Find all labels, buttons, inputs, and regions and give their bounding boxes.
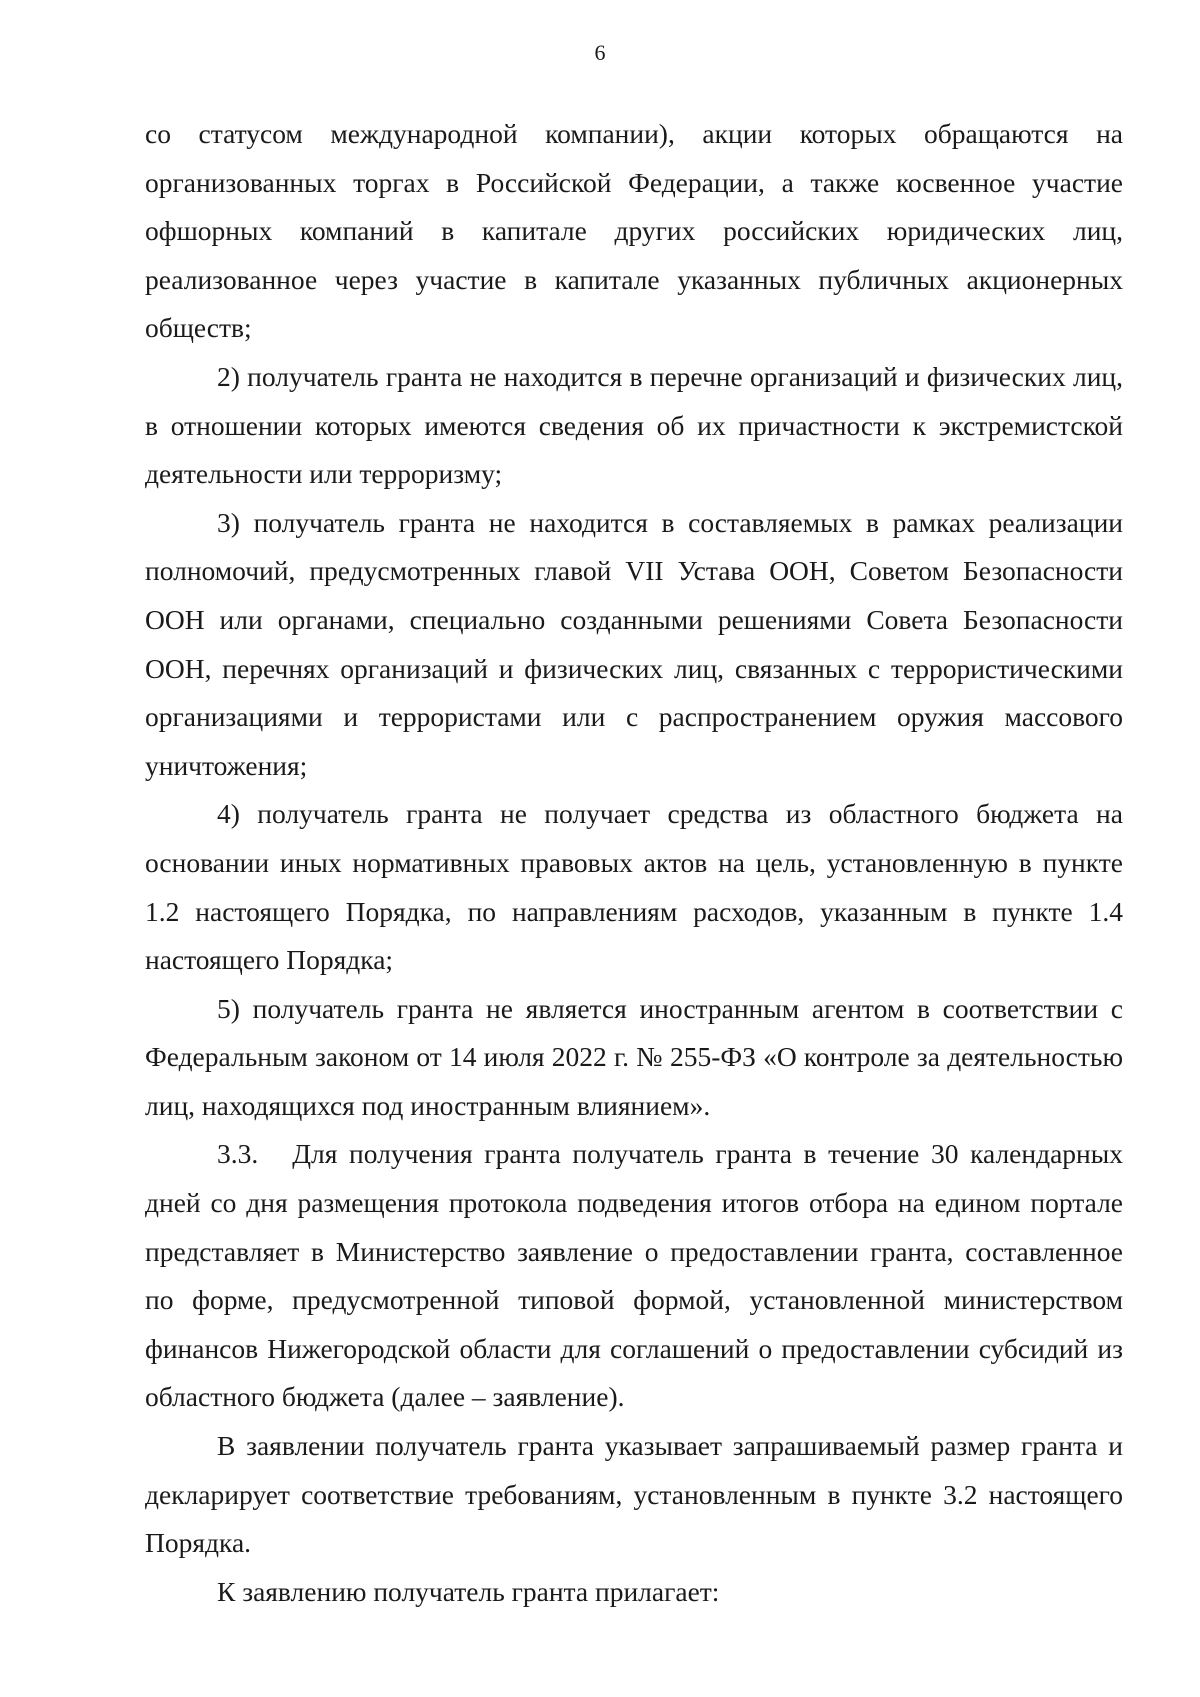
document-body bbox=[145, 110, 1123, 1616]
page-number: 6 bbox=[594, 40, 606, 65]
paragraph-application-content: В заявлении получатель гранта указывает запрашиваемый размер гранта и декларирует соответствие требованиям, установленным в пункте 3.2 настоящего Порядка. bbox=[145, 1430, 1123, 1559]
clause-text: Для получения гранта получатель гранта в течение 30 календарных дней со дня размещения протокола подведения итогов отбора на едином портале представляет в Министерство заявление о предоставлении гранта, составленное по форме, предусмотренной типовой формой, установленной министерством финансов Нижегородской области для соглашений о предоставлении субсидий из областного бюджета (далее – заявление). bbox=[145, 1138, 1123, 1413]
paragraph-item-5: 5) получатель гранта не является иностранным агентом в соответствии с Федеральным законом от 14 июля 2022 г. № 255-ФЗ «О контроле за деятельностью лиц, находящихся под иностранным влиянием». bbox=[145, 992, 1123, 1121]
paragraph-clause-3-3 bbox=[145, 1130, 1123, 1422]
paragraph-attachments-intro: К заявлению получатель гранта прилагает: bbox=[217, 1575, 720, 1607]
paragraph-continuation: со статусом международной компании), акции которых обращаются на организованных торгах в Российской Федерации, а также косвенное участие офшорных компаний в капитале других российских юридических лиц, реализованное через участие в капитале указанных публичных акционерных обществ; bbox=[145, 118, 1123, 344]
paragraph-item-4: 4) получатель гранта не получает средства из областного бюджета на основании иных нормативных правовых актов на цель, установленную в пункте 1.2 настоящего Порядка, по направлениям расходов, указанным в пункте 1.4 настоящего Порядка; bbox=[145, 798, 1123, 976]
paragraph-item-3: 3) получатель гранта не находится в составляемых в рамках реализации полномочий, предусмотренных главой VII Устава ООН, Советом Безопасности ООН или органами, специально созданными решениями Совета Безопасности ООН, перечнях организаций и физических лиц, связанных с террористическими организациями и террористами или с распространением оружия массового уничтожения; bbox=[145, 506, 1123, 781]
clause-number: 3.3. bbox=[217, 1138, 259, 1170]
paragraph-item-2: 2) получатель гранта не находится в перечне организаций и физических лиц, в отношении которых имеются сведения об их причастности к экстремистской деятельности или терроризму; bbox=[145, 360, 1123, 490]
